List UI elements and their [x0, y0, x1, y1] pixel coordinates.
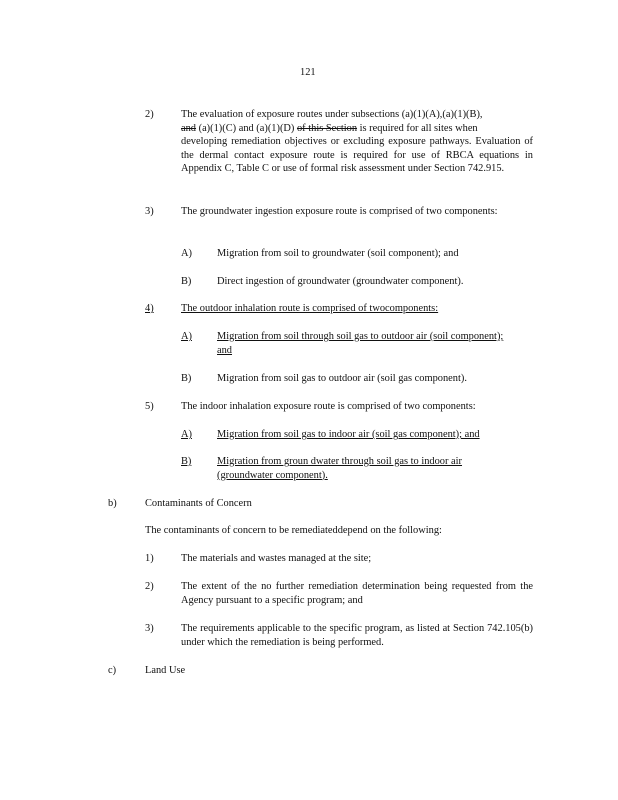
- section-b-intro: The contaminants of concern to be remediateddepend on the following:: [145, 525, 442, 536]
- item-5-text: The indoor inhalation exposure route is comprised of two components:: [181, 401, 476, 412]
- item-2-line-2-a: (a)(1)(C) and (a)(1)(D): [196, 122, 297, 134]
- section-b-item-3-text: The requirements applicable to the specific program, as listed at Section 742.105(b) under which the remediation is being performed.: [181, 623, 533, 648]
- item-2-text: [181, 108, 533, 176]
- item-2-line-1: The evaluation of exposure routes under subsections (a)(1)(A),(a)(1)(B),: [181, 109, 483, 120]
- item-4b-text: Migration from soil gas to outdoor air (soil gas component).: [217, 373, 467, 384]
- item-2-rest: developing remediation objectives or excluding exposure pathways. Evaluation of the dermal contact exposure route is required for use of RBCA equations in Appendix C, Table C or use of formal risk assessment under Section 742.915.: [181, 136, 533, 175]
- item-3b-text: Direct ingestion of groundwater (groundwater component).: [217, 276, 464, 287]
- item-3b-label: B): [181, 276, 192, 287]
- item-5-number: 5): [145, 401, 154, 412]
- item-4-text: The outdoor inhalation route is comprised of twocomponents:: [181, 303, 439, 314]
- section-c-heading: Land Use: [145, 665, 186, 676]
- item-3a-text: Migration from soil to groundwater (soil component); and: [217, 248, 459, 259]
- section-b-item-2-text: The extent of the no further remediation determination being requested from the Agency pursuant to a specific program; and: [181, 581, 533, 606]
- item-2-line-2-b: is required for all sites when: [357, 122, 478, 134]
- section-b-item-1-text: The materials and wastes managed at the site;: [181, 553, 372, 564]
- struck-and: and: [181, 122, 197, 134]
- item-4a-label: A): [181, 331, 192, 342]
- section-b-heading: Contaminants of Concern: [145, 498, 252, 509]
- page-number: 121: [300, 67, 316, 78]
- item-4-number: 4): [145, 303, 154, 314]
- item-3-number: 3): [145, 206, 154, 217]
- item-5b-label: B): [181, 456, 192, 467]
- item-5b-text: Migration from groun dwater through soil gas to indoor air (groundwater component).: [217, 456, 463, 481]
- section-c-label: c): [108, 665, 117, 676]
- section-b-item-2-number: 2): [145, 581, 154, 592]
- item-4a-text: Migration from soil through soil gas to outdoor air (soil component); and: [217, 331, 504, 356]
- item-2-line-2: [181, 122, 533, 136]
- item-5a-text: Migration from soil gas to indoor air (soil gas component); and: [217, 429, 480, 440]
- item-5a-label: A): [181, 429, 192, 440]
- item-3a-label: A): [181, 248, 192, 259]
- struck-section-reference: of this Section: [296, 122, 358, 134]
- section-b-item-3-number: 3): [145, 623, 154, 634]
- section-b-item-1-number: 1): [145, 553, 154, 564]
- item-4b-label: B): [181, 373, 192, 384]
- section-b-label: b): [108, 498, 117, 509]
- item-3-text: The groundwater ingestion exposure route is comprised of two components:: [181, 206, 498, 217]
- item-2-number: 2): [145, 109, 154, 120]
